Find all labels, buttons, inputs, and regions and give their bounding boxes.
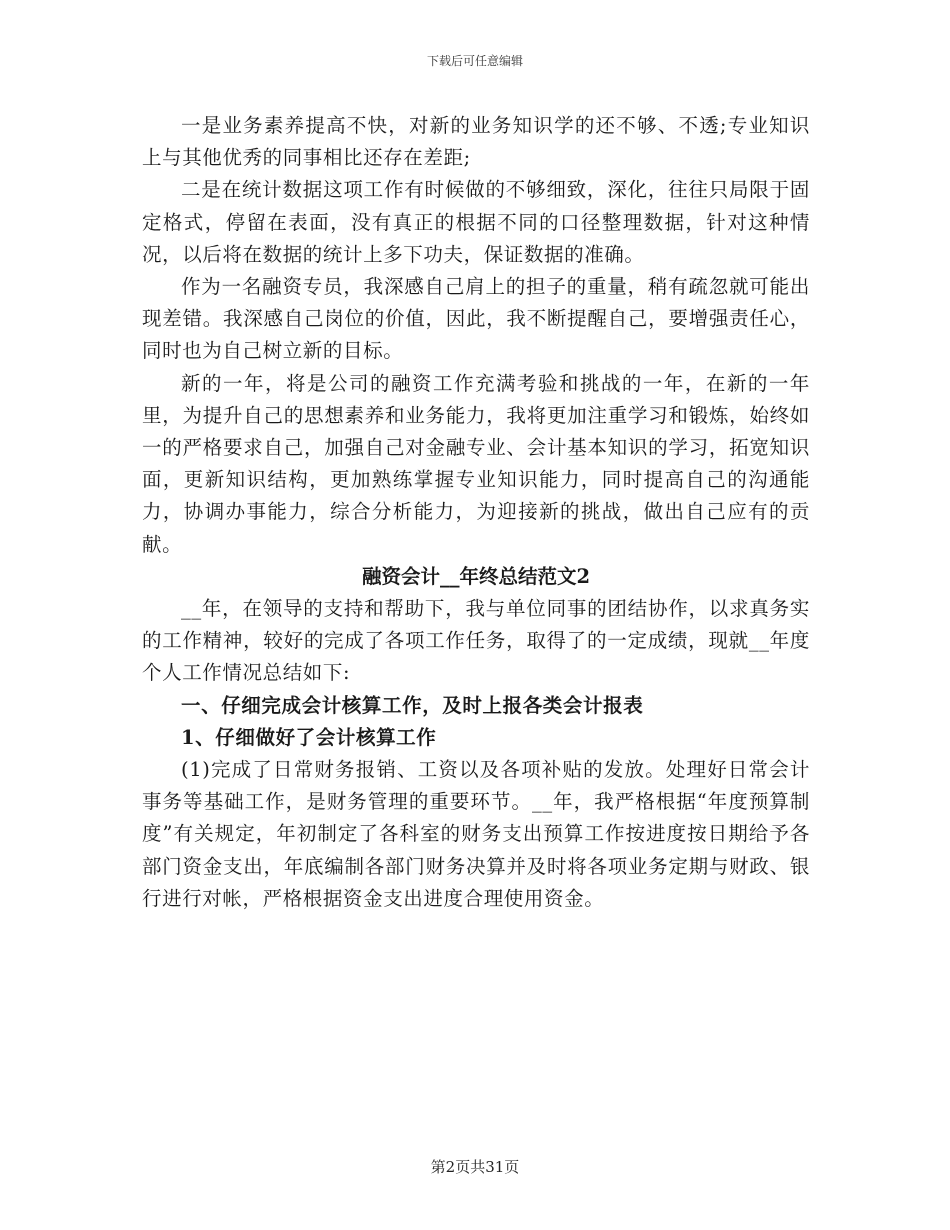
paragraph-2: 二是在统计数据这项工作有时候做的不够细致，深化，往往只局限于固定格式，停留在表面，没有真正的根据不同的口径整理数据，针对这种情况，以后将在数据的统计上多下功夫，保证数据的准确。 [142,178,810,266]
paragraph-6: (1)完成了日常财务报销、工资以及各项补贴的发放。处理好日常会计事务等基础工作，是财务管理的重要环节。__年，我严格根据“年度预算制度”有关规定，年初制定了各科室的财务支出预算工作按进度按日期给予各部门资金支出，年底编制各部门财务决算并及时将各项业务定期与财政、银行进行对帐，严格根据资金支出进度合理使用资金。 [142,758,810,910]
paragraph-4: 新的一年，将是公司的融资工作充满考验和挑战的一年，在新的一年里，为提升自己的思想素养和业务能力，我将更加注重学习和锻炼，始终如一的严格要求自己，加强自己对金融专业、会计基本知识的学习，拓宽知识面，更新知识结构，更加熟练掌握专业知识能力，同时提高自己的沟通能力，协调办事能力，综合分析能力，为迎接新的挑战，做出自己应有的贡献。 [142,371,810,556]
document-body [142,110,810,915]
paragraph-3: 作为一名融资专员，我深感自己肩上的担子的重量，稍有疏忽就可能出现差错。我深感自己岗位的价值，因此，我不断提醒自己，要增强责任心，同时也为自己树立新的目标。 [142,275,810,363]
paragraph-5: __年，在领导的支持和帮助下，我与单位同事的团结协作，以求真务实的工作精神，较好的完成了各项工作任务，取得了的一定成绩，现就__年度个人工作情况总结如下: [142,597,810,685]
page-header: 下载后可任意编辑 [426,54,523,68]
section-title: 融资会计__年终总结范文2 [361,564,591,588]
paragraph-1: 一是业务素养提高不快，对新的业务知识学的还不够、不透;专业知识上与其他优秀的同事相比还存在差距; [142,114,810,170]
heading-level-1: 一、仔细完成会计核算工作，及时上报各类会计报表 [181,693,644,717]
heading-level-2: 1、仔细做好了会计核算工作 [181,725,437,749]
page-footer: 第2页共31页 [430,1158,520,1176]
